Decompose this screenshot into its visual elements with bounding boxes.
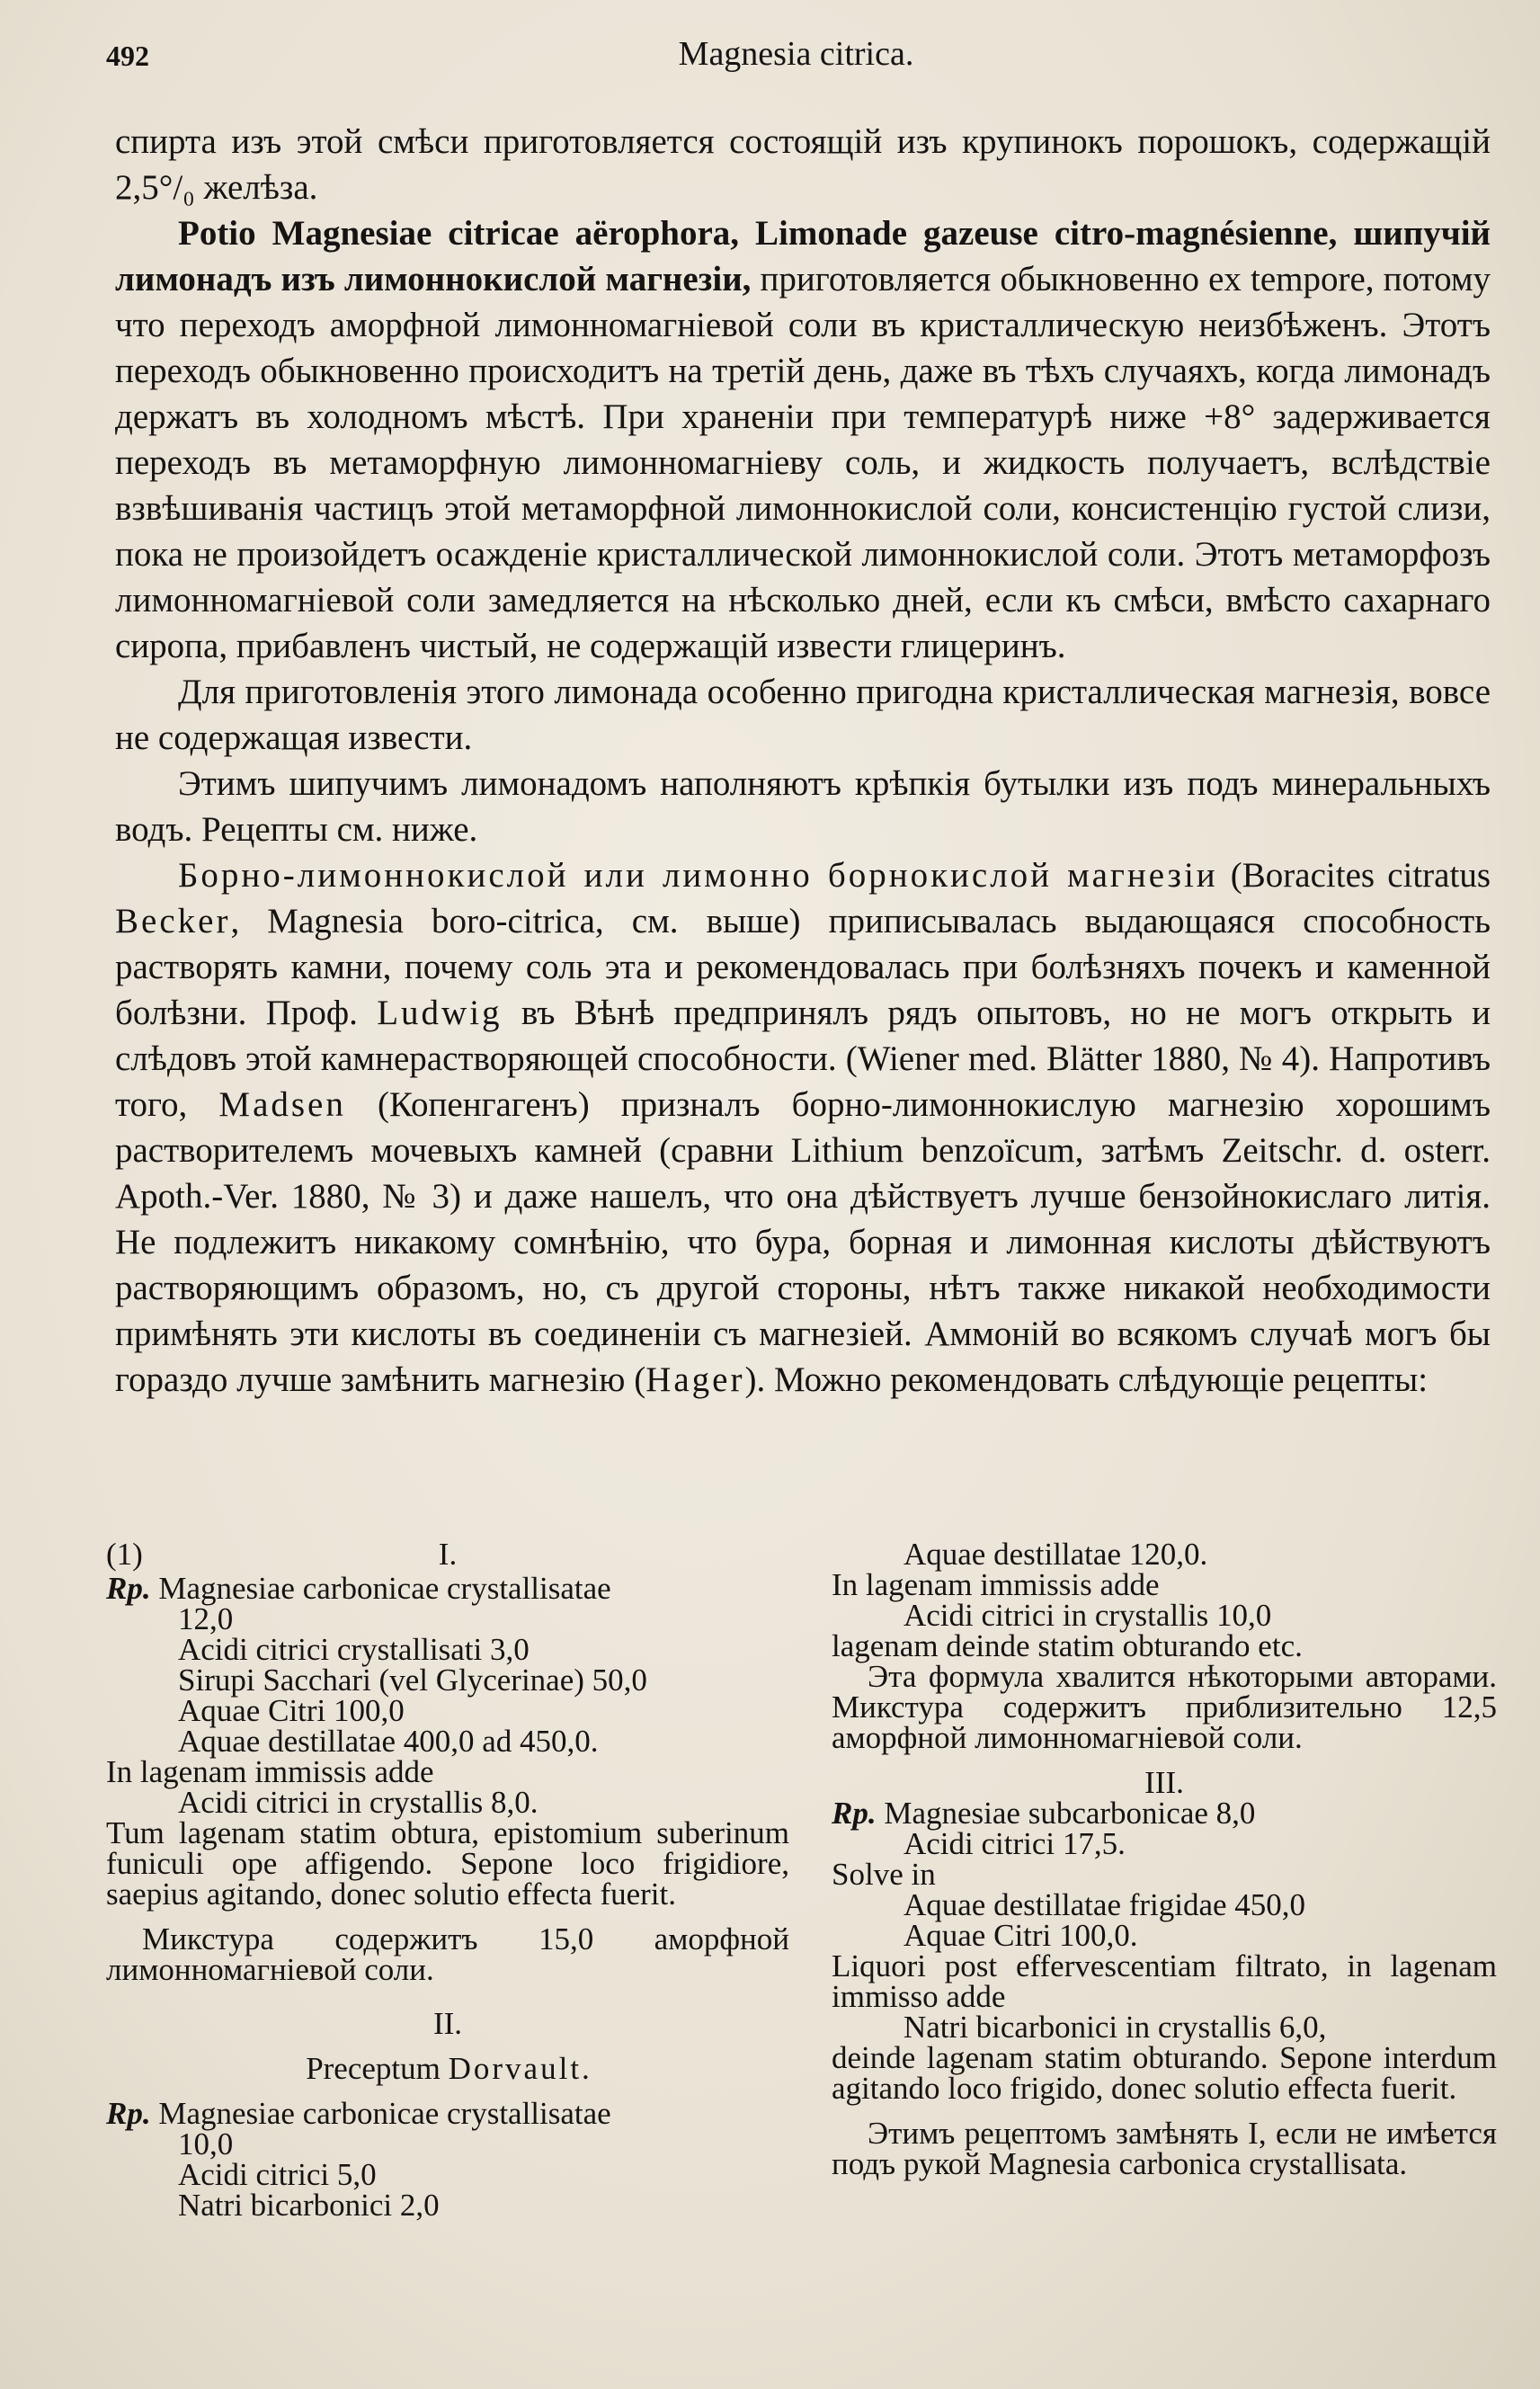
- borocitrate-text-d: (Копенгагенъ) призналъ борно-лимоннокислую магнезію хорошимъ растворителемъ мочевыхъ камней (сравни Lithium benzoïcum, затѣмъ Zeitschr. d. osterr. Apoth.-Ver. 1880, № 3) и даже нашелъ, что она дѣйствуетъ лучше бензойнокислаго литія. Не подлежитъ никакому сомнѣнію, что бура, борная и лимонная кислоты дѣйствуютъ растворяющимъ образомъ, но, съ другой стороны, нѣтъ также никакой необходимости примѣнять эти кислоты въ соединеніи съ магнезіей. Аммоній во всякомъ случаѣ могъ бы гораздо лучше замѣнить магнезію (: [115, 1085, 1491, 1399]
- rp-mark: Rp.: [106, 2096, 151, 2131]
- ingredient: Magnesiae carbonicae crystallisatae: [158, 2096, 611, 2131]
- author-hager: Hager: [645, 1360, 745, 1399]
- recipe-line: lagenam deinde statim obturando etc.: [832, 1628, 1303, 1663]
- borocitrate-text-c: въ Вѣнѣ предпринялъ рядъ опытовъ, но не могъ открыть и слѣдовъ этой камнерастворяющей способности. (Wiener med. Blätter 1880, № 4). Напротивъ того,: [115, 994, 1491, 1124]
- recipe-line: In lagenam immissis adde: [106, 1754, 434, 1789]
- recipes-left-column: [106, 1539, 789, 2221]
- recipe-line: 12,0: [178, 1601, 234, 1636]
- recipe-instructions: Tum lagenam statim obtura, epistomium suberinum funiculi ope affigendo. Sepone loco frigidiore, saepius agitando, donec solutio effecta fuerit.: [106, 1815, 789, 1912]
- borocitrate-text-a: (Boracites citratus: [1217, 856, 1491, 895]
- recipe-line: [832, 1798, 1497, 1829]
- paragraph-borocitrate: [115, 852, 1491, 1403]
- recipes-right-column: [832, 1539, 1497, 2180]
- recipe-line: In lagenam immissis adde: [832, 1567, 1160, 1602]
- recipe-line: Aquae destillatae frigidae 450,0: [904, 1887, 1306, 1922]
- potio-text: приготовляется обыкновенно ex tempore, потому что переходъ аморфной лимонномагніевой соли въ кристаллическую неизбѣженъ. Этотъ переходъ обыкновенно происходитъ на третій день, даже въ тѣхъ случаяхъ, когда лимонадъ держатъ въ холодномъ мѣстѣ. При храненіи при температурѣ ниже +8° задерживается переходъ въ метаморфную лимонномагніеву соль, и жидкость получаетъ, вслѣдствіе взвѣшиванія частицъ этой метаморфной лимоннокислой соли, консистенцію густой слизи, пока не произойдетъ осажденіе кристаллической лимоннокислой соли. Этотъ метаморфозъ лимонномагніевой соли замедляется на нѣсколько дней, если къ смѣси, вмѣсто сахарнаго сиропа, прибавленъ чистый, не содержащій извести глицеринъ.: [115, 260, 1491, 665]
- borocitrate-text-b: , Magnesia boro-citrica, см. выше) приписывалась выдающаяся способность растворять камни, почему соль эта и рекомендовалась при болѣзняхъ почекъ и каменной болѣзни. Проф.: [115, 902, 1491, 1032]
- recipe-line: Sirupi Sacchari (vel Glycerinae) 50,0: [178, 1662, 647, 1698]
- recipe-line: Aquae destillatae 400,0 ad 450,0.: [178, 1724, 599, 1759]
- paragraph-potio: [115, 210, 1491, 669]
- recipe-line: Natri bicarbonici 2,0: [178, 2188, 440, 2223]
- recipe-line: Acidi citrici 17,5.: [904, 1826, 1126, 1861]
- roman-numeral-2: II.: [432, 2006, 463, 2041]
- author-dorvault: Dorvault: [448, 2051, 583, 2086]
- recipe-line: Aquae Citri 100,0: [178, 1693, 405, 1728]
- recipe-line: Aquae destillatae 120,0.: [904, 1537, 1208, 1572]
- author-becker: Becker: [115, 902, 231, 940]
- title-period: .: [582, 2051, 590, 2086]
- title-text: Preceptum: [306, 2051, 449, 2086]
- roman-numeral-3: III.: [1144, 1765, 1184, 1800]
- recipe-instructions: deinde lagenam statim obturando. Sepone interdum agitando loco frigido, donec solutio effecta fuerit.: [832, 2040, 1497, 2106]
- running-title: Magnesia citrica.: [678, 35, 914, 73]
- recipe-line: Acidi citrici in crystallis 8,0.: [178, 1785, 539, 1820]
- page-number: 492: [106, 40, 149, 72]
- recipe-instructions: Liquori post effervescentiam filtrato, in lagenam immisso adde: [832, 1948, 1497, 2014]
- recipe-2-title: [106, 2051, 789, 2086]
- recipe-line: 10,0: [178, 2126, 234, 2162]
- recipe-note: Микстура содержитъ 15,0 аморфной лимонномагніевой соли.: [106, 1921, 789, 1987]
- recipe-line: Acidi citrici crystallisati 3,0: [178, 1632, 530, 1667]
- ingredient: Magnesiae subcarbonicae 8,0: [884, 1796, 1256, 1831]
- rp-mark: Rp.: [832, 1796, 877, 1831]
- recipe-note: Эта формула хвалится нѣкоторыми авторами. Микстура содержитъ приблизительно 12,5 аморфной лимонномагніевой соли.: [832, 1659, 1497, 1755]
- recipe-1-heading: [106, 1539, 789, 1573]
- roman-numeral-1: I.: [438, 1537, 458, 1572]
- recipe-line: Solve in: [832, 1857, 936, 1892]
- paragraph-3: Для приготовленія этого лимонада особенно пригодна кристаллическая магнезія, вовсе не содержащая извести.: [115, 673, 1491, 757]
- author-ludwig: Ludwig: [377, 994, 503, 1032]
- page-header: [106, 27, 1486, 81]
- recipe-line: Natri bicarbonici in crystallis 6,0,: [904, 2010, 1327, 2045]
- recipe-line: [106, 2096, 789, 2131]
- recipe-line: Acidi citrici 5,0: [178, 2157, 377, 2192]
- paragraph-1: спирта изъ этой смѣси приготовляется состоящій изъ крупинокъ порошокъ, содержащій 2,5°/₀ желѣза.: [115, 122, 1491, 207]
- recipe-note: Этимъ рецептомъ замѣнять I, если не имѣется подъ рукой Magnesia carbonica crystallisata.: [832, 2116, 1497, 2181]
- recipe-line: Acidi citrici in crystallis 10,0: [904, 1598, 1272, 1633]
- ingredient: Magnesiae carbonicae crystallisatae: [158, 1571, 611, 1606]
- borocitrate-text-e: ). Можно рекомендовать слѣдующіе рецепты:: [744, 1360, 1429, 1399]
- potio-heading: Potio Magnesiae citricae aërophora, Limonade gazeuse citro-magnésienne, шипучій лимонадъ изъ лимоннокислой магнезіи,: [115, 214, 1491, 299]
- recipe-number: (1): [106, 1537, 143, 1572]
- paragraph-4: Этимъ шипучимъ лимонадомъ наполняютъ крѣпкія бутылки изъ подъ минеральныхъ водъ. Рецепты см. ниже.: [115, 764, 1491, 849]
- borocitrate-heading: Борно-лимоннокислой или лимонно борнокислой магнезіи: [178, 856, 1218, 895]
- recipe-line: [106, 1573, 789, 1604]
- rp-mark: Rp.: [106, 1571, 151, 1606]
- recipe-line: Aquae Citri 100,0.: [904, 1918, 1138, 1953]
- author-madsen: Madsen: [218, 1085, 346, 1124]
- main-text: [115, 119, 1491, 1403]
